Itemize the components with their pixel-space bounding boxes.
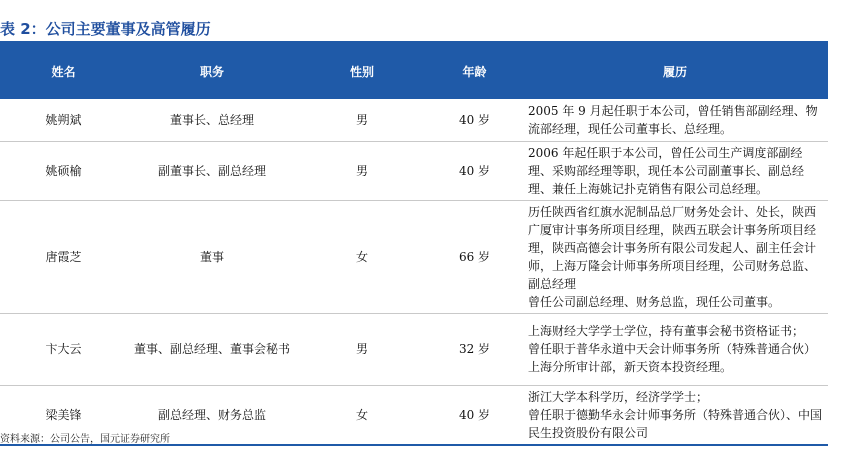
cell-name: 卞大云 [0, 313, 127, 385]
cell-name: 唐霞芝 [0, 200, 127, 313]
resume-paragraph: 历任陕西省红旗水泥制品总厂财务处会计、处长，陕西广厦审计事务所项目经理，陕西五联会计事务所项目经理，陕西高德会计事务所有限公司发起人、副主任会计师，上海万隆会计师事务所项目经理，公司财务总监、副总经理 [528, 204, 817, 291]
table-header-row [0, 42, 828, 99]
cell-age: 66 岁 [427, 200, 522, 313]
cell-position: 副董事长、副总经理 [127, 141, 297, 200]
header-resume: 履历 [522, 42, 828, 99]
cell-position: 董事 [127, 200, 297, 313]
resume-paragraph: 曾任公司副总经理、财务总监，现任公司董事。 [528, 294, 781, 309]
table-row [0, 99, 828, 141]
cell-gender: 男 [297, 141, 427, 200]
cell-name: 姚硕榆 [0, 141, 127, 200]
cell-age: 40 岁 [427, 99, 522, 141]
resume-paragraph: 曾任职于普华永道中天会计师事务所（特殊普通合伙）上海分所审计部，新天资本投资经理。 [528, 342, 817, 374]
cell-resume [522, 385, 828, 445]
cell-gender: 女 [297, 385, 427, 445]
resume-paragraph: 曾任职于德勤华永会计师事务所（特殊普通合伙）、中国民生投资股份有限公司 [528, 407, 823, 440]
header-gender: 性别 [297, 42, 427, 99]
source-note: 资料来源：公司公告，国元证券研究所 [0, 434, 170, 445]
resume-paragraph: 2006 年起任职于本公司，曾任公司生产调度部副经理、采购部经理等职，现任本公司副董事长、副总经理、兼任上海姚记扑克销售有限公司总经理。 [528, 145, 805, 196]
table-row [0, 141, 828, 200]
cell-name: 梁美锋 [0, 385, 127, 445]
cell-gender: 男 [297, 99, 427, 141]
cell-age: 40 岁 [427, 385, 522, 445]
resume-paragraph: 上海财经大学学士学位，持有董事会秘书资格证书； [528, 324, 805, 338]
header-name: 姓名 [0, 42, 127, 99]
resume-paragraph: 浙江大学本科学历，经济学学士； [528, 389, 709, 404]
header-age: 年龄 [427, 42, 522, 99]
cell-resume [522, 99, 828, 141]
cell-gender: 男 [297, 313, 427, 385]
cell-position: 董事长、总经理 [127, 99, 297, 141]
table-caption: 表 2：公司主要董事及高管履历 [0, 20, 211, 38]
cell-age: 32 岁 [427, 313, 522, 385]
cell-position: 副总经理、财务总监 [127, 385, 297, 445]
cell-name: 姚朔斌 [0, 99, 127, 141]
resume-paragraph: 2005 年 9 月起任职于本公司，曾任销售部副经理、物流部经理，现任公司董事长、总经理。 [528, 103, 818, 136]
cell-age: 40 岁 [427, 141, 522, 200]
cell-resume [522, 200, 828, 313]
table-row [0, 313, 828, 385]
header-position: 职务 [127, 42, 297, 99]
cell-position: 董事、副总经理、董事会秘书 [127, 313, 297, 385]
table-row [0, 200, 828, 313]
cell-resume [522, 141, 828, 200]
cell-resume [522, 313, 828, 385]
executive-table [0, 41, 828, 446]
cell-gender: 女 [297, 200, 427, 313]
